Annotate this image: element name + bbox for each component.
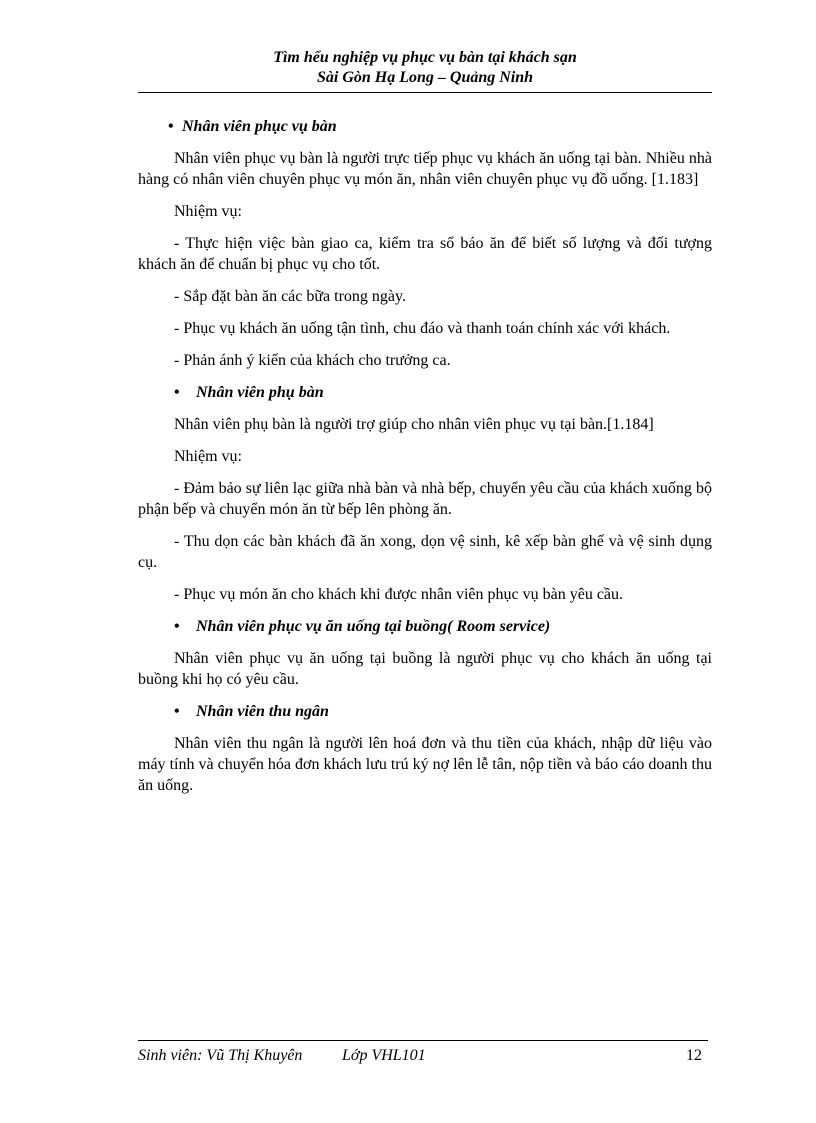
page-number: 12 (686, 1047, 702, 1064)
duty-item: - Thu dọn các bàn khách đã ăn xong, dọn vệ sinh, kê xếp bàn ghế và vệ sinh dụng cụ. (138, 533, 712, 571)
paragraph: Nhân viên phụ bàn là người trợ giúp cho nhân viên phục vụ tại bàn.[1.184] (174, 416, 654, 433)
header-title-line2: Sài Gòn Hạ Long – Quảng Ninh (316, 69, 534, 86)
duty-label: Nhiệm vụ: (174, 203, 242, 220)
paragraph: Nhân viên phục vụ bàn là người trực tiếp phục vụ khách ăn uống tại bàn. Nhiều nhà hàng có nhân viên chuyên phục vụ món ăn, nhân viên chuyên phục vụ đồ uống. [1.183] (138, 150, 712, 188)
footer-class: Lớp VHL101 (342, 1047, 426, 1064)
bullet-icon: • (168, 118, 174, 135)
bullet-icon: • (174, 703, 180, 720)
duty-label: Nhiệm vụ: (174, 448, 242, 465)
section-title: Nhân viên phụ bàn (196, 384, 324, 401)
section-title: Nhân viên phục vụ bàn (182, 118, 337, 135)
section-heading (138, 616, 712, 637)
duty-item: - Phục vụ khách ăn uống tận tình, chu đáo và thanh toán chính xác với khách. (174, 320, 671, 337)
duty-item: - Thực hiện việc bàn giao ca, kiểm tra sổ báo ăn để biết số lượng và đối tượng khách ăn để chuẩn bị phục vụ cho tốt. (138, 235, 712, 273)
bullet-icon: • (174, 618, 180, 635)
section-heading (138, 116, 712, 137)
bullet-icon: • (174, 384, 180, 401)
section-heading (138, 701, 712, 722)
section-title: Nhân viên thu ngân (196, 703, 329, 720)
duty-item: - Sắp đặt bàn ăn các bữa trong ngày. (174, 288, 406, 305)
document-body (138, 116, 712, 807)
header-title-line1: Tìm hểu nghiệp vụ phục vụ bàn tại khách sạn (273, 49, 577, 66)
section-title: Nhân viên phục vụ ăn uống tại buồng( Room service) (196, 618, 551, 635)
page-header (138, 48, 712, 88)
section-heading (138, 382, 712, 403)
header-divider (138, 92, 712, 93)
footer-student: Sinh viên: Vũ Thị Khuyên (138, 1047, 303, 1064)
paragraph: Nhân viên thu ngân là người lên hoá đơn và thu tiền của khách, nhập dữ liệu vào máy tính và chuyển hóa đơn khách lưu trú ký nợ lên lễ tân, nộp tiền và báo cáo doanh thu ăn uống. (138, 735, 712, 794)
duty-item: - Phục vụ món ăn cho khách khi được nhân viên phục vụ bàn yêu cầu. (174, 586, 624, 603)
duty-item: - Đảm bảo sự liên lạc giữa nhà bàn và nhà bếp, chuyển yêu cầu của khách xuống bộ phận bếp và chuyển món ăn từ bếp lên phòng ăn. (138, 480, 712, 518)
duty-item: - Phản ánh ý kiến của khách cho trưởng ca. (174, 352, 451, 369)
footer-divider (138, 1040, 708, 1041)
paragraph: Nhân viên phục vụ ăn uống tại buồng là người phục vụ cho khách ăn uống tại buồng khi họ có yêu cầu. (138, 650, 712, 688)
